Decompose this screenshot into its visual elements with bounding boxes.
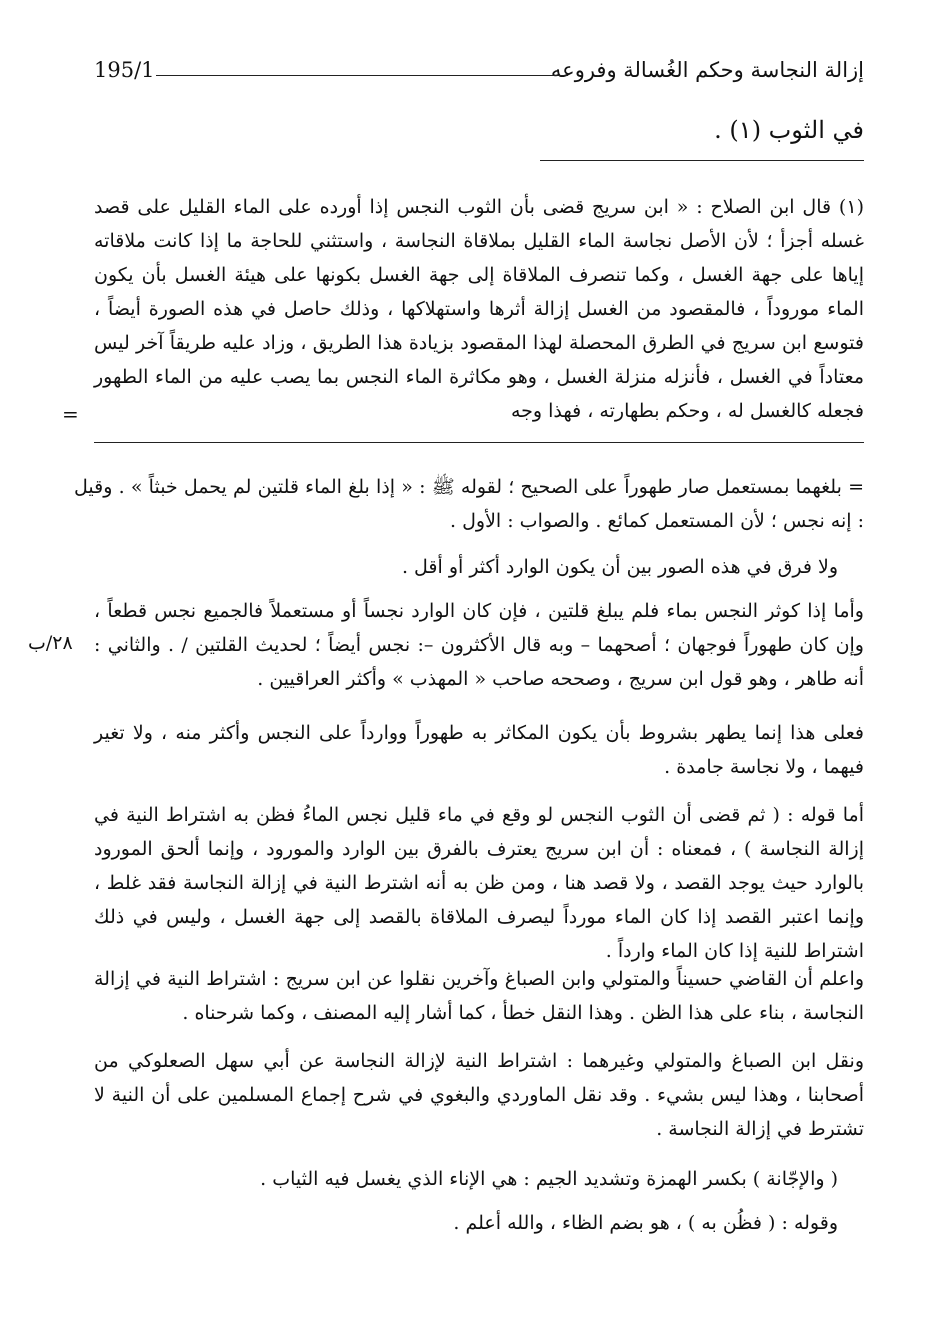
footnote: (١) قال ابن الصلاح : « ابن سريج قضى بأن الثوب النجس إذا أورده على الماء القليل على قصد غسله أجزأ ؛ لأن الأصل نجاسة الماء القليل بملاقاة النجاسة ، واستثني للحاجة ما إذا كانت ملاقاته إياها على جهة الغسل ، وكما تنصرف الملاقاة إلى جهة الغسل بكونها على هيئة الغسل بأن يكون الماء موروداً ، فالمقصود من الغسل إزالة أثرها واستهلاكها ، وذلك حاصل في هذه الصورة أيضاً ، فتوسع ابن سريج في الطرق المحصلة لهذا المقصود بزيادة هذا الطريق ، وزاد عليه طريقاً آخر ليس معتاداً في الغسل ، فأنزله منزلة الغسل ، وهو مكاثرة الماء النجس بما يصب عليه من الماء الطهور فجعله كالغسل له ، وحكم بطهارته ، فهذا وجه <box>94 196 865 422</box>
running-header <box>94 58 864 90</box>
paragraph-5: أما قوله : ( ثم قضى أن الثوب النجس لو وقع في ماء قليل نجس الماءُ فظن به اشتراط النية في إزالة النجاسة ) ، فمعناه : أن ابن سريج يعترف بالفرق بين الوارد والمورود ، وإنما ألحق المورود بالوارد حيث يوجد القصد ، ولا قصد هنا ، ومن ظن به أنه اشترط النية في إزالة النجاسة فقد غلط ، وإنما اعتبر القصد إذا كان الماء مورداً ليصرف الملاقاة بالقصد إلى جهة الغسل ، وليس في ذلك اشتراط للنية إذا كان الماء وارداً . <box>94 804 864 962</box>
paragraph-8: ( والإجّانة ) بكسر الهمزة وتشديد الجيم : هي الإناء الذي يغسل فيه الثياب . <box>260 1168 838 1190</box>
page-number: 195/1 <box>94 58 155 82</box>
paragraph-2: ولا فرق في هذه الصور بين أن يكون الوارد أكثر أو أقل . <box>401 556 838 578</box>
continuation-mark: = <box>62 402 79 426</box>
paragraph-7: ونقل ابن الصباغ والمتولي وغيرهما : اشتراط النية لإزالة النجاسة عن أبي سهل الصعلوكي من أصحابنا ، وهذا ليس بشيء . وقد نقل الماوردي والبغوي في شرح إجماع المسلمين على أن النية لا تشترط في إزالة النجاسة . <box>94 1050 864 1140</box>
top-line: في الثوب (١) . <box>714 116 864 144</box>
running-title: إزالة النجاسة وحكم الغُسالة وفروعه <box>550 58 864 82</box>
footnote-end-rule <box>94 442 864 443</box>
paragraph-3: وأما إذا كوثر النجس بماء فلم يبلغ قلتين ، فإن كان الوارد نجساً أو مستعملاً فالجميع نجس قطعاً ، وإن كان طهوراً فوجهان ؛ أصحهما – وبه قال الأكثرون –: نجس أيضاً ؛ لحديث القلتين / . والثاني : أنه طاهر ، وهو قول ابن سريج ، وصححه صاحب « المهذب » وأكثر العراقيين . <box>94 600 864 690</box>
paragraph-6: واعلم أن القاضي حسيناً والمتولي وابن الصباغ وآخرين نقلوا عن ابن سريج : اشتراط النية في إزالة النجاسة ، بناء على هذا الظن . وهذا النقل خطأ ، كما أشار إليه المصنف ، وكما شرحناه . <box>94 968 864 1024</box>
footnote-separator <box>540 160 864 161</box>
header-rule <box>156 75 568 76</box>
paragraph-4: فعلى هذا إنما يطهر بشروط بأن يكون المكاثر به طهوراً ووارداً على النجس وأكثر منه ، ولا تغير فيهما ، ولا نجاسة جامدة . <box>94 722 864 778</box>
paragraph-1: = بلغهما بمستعمل صار طهوراً على الصحيح ؛ لقوله ﷺ : « إذا بلغ الماء قلتين لم يحمل خبثاً » . وقيل : إنه نجس ؛ لأن المستعمل كمائع . والصواب : الأول . <box>74 476 864 532</box>
margin-folio-note: ٢٨/ب <box>28 632 73 654</box>
paragraph-9: وقوله : ( فظُن به ) ، هو بضم الظاء ، والله أعلم . <box>453 1212 838 1234</box>
